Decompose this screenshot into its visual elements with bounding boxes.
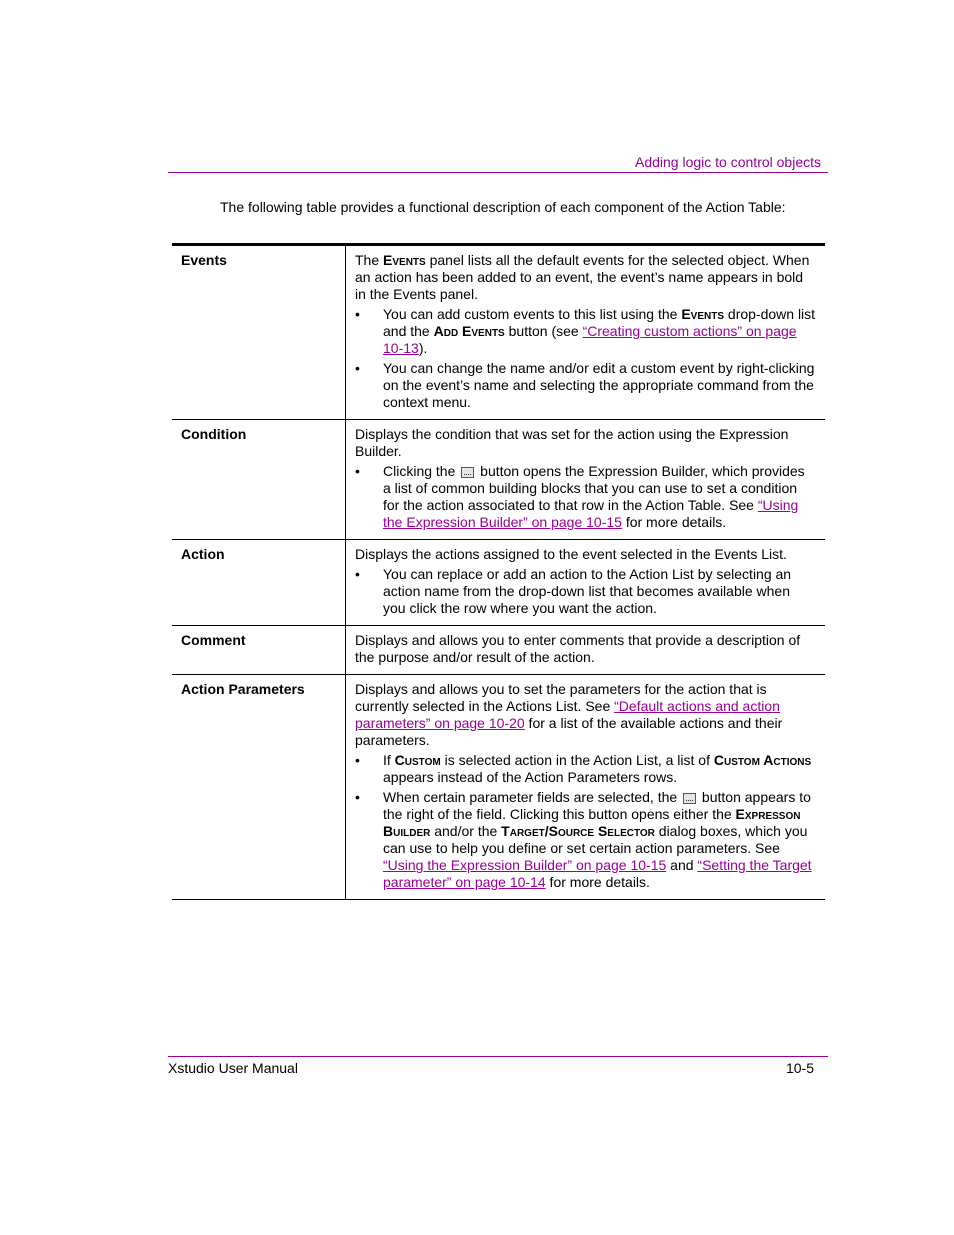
- list-item: • If Custom is selected action in the Action List, a list of Custom Actions appears instead of the Action Parameters rows.: [355, 752, 812, 785]
- link-creating-custom-actions[interactable]: “Creating custom actions” on page 10-13: [383, 323, 797, 356]
- description-text: The Events panel lists all the default events for the selected object. When an action has been added to an event, the event’s name appears in bold in the Events panel.: [355, 252, 810, 302]
- footer-manual-title: Xstudio User Manual: [168, 1060, 298, 1076]
- list-item: • Clicking the button opens the Expression Builder, which provides a list of common building blocks that you can use to set a condition for the action associated to that row in the Action Table. See “Using the Expression Builder” on page 10-15 for more details.: [355, 463, 805, 530]
- description-condition: [346, 420, 825, 539]
- term-condition: Condition: [172, 420, 346, 539]
- ellipsis-button-icon: [683, 793, 696, 804]
- action-table-description: [172, 243, 825, 900]
- bullet-icon: •: [355, 566, 360, 582]
- list-item: • You can replace or add an action to the Action List by selecting an action name from the drop-down list that becomes available when you click the row where you want the action.: [355, 566, 792, 616]
- header-rule: [168, 172, 828, 173]
- bullet-icon: •: [355, 789, 360, 805]
- link-using-expression-builder[interactable]: “Using the Expression Builder” on page 10-15: [383, 857, 667, 873]
- term-action-parameters: Action Parameters: [172, 675, 346, 899]
- list-item: • When certain parameter fields are selected, the button appears to the right of the field. Clicking this button opens either the Expresson Builder and/or the Target/Source Selector dialog boxes, which you can use to help you define or set certain action parameters. See “Using the Expression Builder” on page 10-15 and “Setting the Target parameter” on page 10-14 for more details.: [355, 789, 812, 890]
- running-header: Adding logic to control objects: [635, 154, 821, 170]
- table-row-events: [172, 246, 825, 420]
- description-text: Displays the actions assigned to the event selected in the Events List.: [355, 546, 787, 562]
- footer-rule: [168, 1056, 828, 1057]
- bullet-icon: •: [355, 360, 360, 376]
- ellipsis-button-icon: [461, 467, 474, 478]
- table-row-action-parameters: [172, 675, 825, 900]
- term-comment: Comment: [172, 626, 346, 674]
- term-events: Events: [172, 246, 346, 419]
- bullet-icon: •: [355, 306, 360, 322]
- description-action: [346, 540, 825, 625]
- description-events: [346, 246, 825, 419]
- bullet-icon: •: [355, 752, 360, 768]
- description-action-parameters: [346, 675, 825, 899]
- table-row-action: [172, 540, 825, 626]
- description-comment: [346, 626, 825, 674]
- link-default-actions[interactable]: “Default actions and action parameters” on page 10-20: [355, 698, 780, 731]
- link-using-expression-builder[interactable]: “Using the Expression Builder” on page 10-15: [383, 497, 799, 530]
- list-item: • You can change the name and/or edit a custom event by right-clicking on the event’s name and selecting the appropriate command from the context menu.: [355, 360, 815, 410]
- bullet-icon: •: [355, 463, 360, 479]
- term-action: Action: [172, 540, 346, 625]
- table-row-condition: [172, 420, 825, 540]
- intro-paragraph: The following table provides a functional description of each component of the Action Table:: [220, 199, 786, 215]
- link-setting-target-parameter[interactable]: “Setting the Target parameter” on page 10-14: [383, 857, 812, 890]
- table-row-comment: [172, 626, 825, 675]
- page-number: 10-5: [785, 1060, 814, 1076]
- description-text: Displays the condition that was set for the action using the Expression Builder.: [355, 426, 789, 459]
- description-text: Displays and allows you to enter comments that provide a description of the purpose and/or result of the action.: [355, 632, 801, 665]
- description-text: Displays and allows you to set the parameters for the action that is currently selected in the Actions List. See “Default actions and action parameters” on page 10-20 for a list of the available actions and their parameters.: [355, 681, 783, 748]
- list-item: • You can add custom events to this list using the Events drop-down list and the Add Events button (see “Creating custom actions” on page 10-13).: [355, 306, 816, 356]
